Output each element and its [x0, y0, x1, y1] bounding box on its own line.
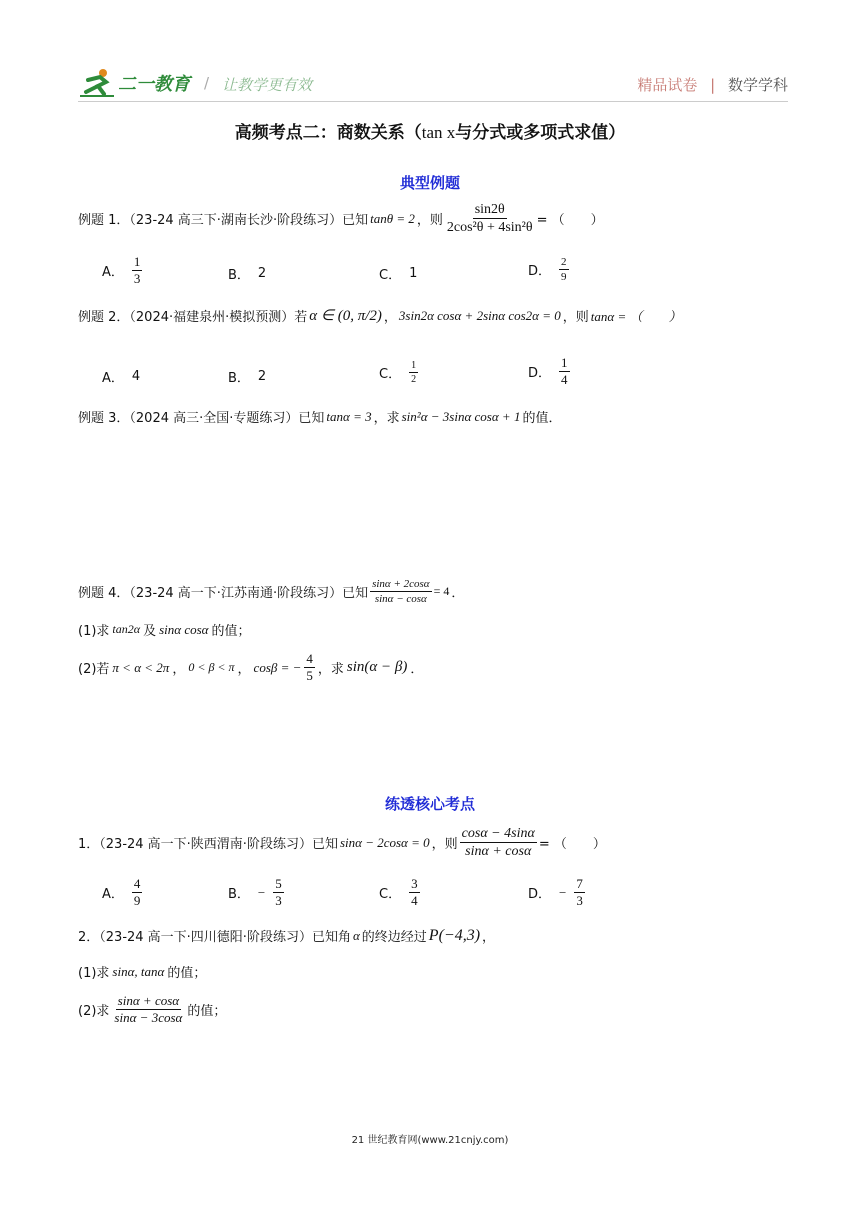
example-4-part-2: (2)若 π < α < 2π ， 0 < β < π ， cosβ = − $\frac{4}{5}$ ，求 sin(α − β) ．	[78, 651, 424, 684]
badge-separator: |	[710, 76, 716, 94]
example-1: 例题 1．（23-24 高三下·湖南长沙·阶段练习）已知 tanθ = 2 ，则 $\frac{\sin 2\theta}{\text{2cos²θ + 4sin²θ}}$ = （ ）	[78, 202, 604, 236]
example-3: 例题 3．（2024 高三·全国·专题练习）已知 tanα = 3 ，求 sin²α − 3sinα cosα + 1 的值．	[78, 408, 562, 426]
footer: 21 世纪教育网(www.21cnjy.com)	[351, 1135, 509, 1146]
example-4: 例题 4．（23-24 高一下·江苏南通·阶段练习）已知 $\frac{\sin\alpha + 2\cos\alpha}{\sin\alpha - \cos\alpha}$ = 4 ．	[78, 578, 465, 606]
header-rule	[78, 101, 788, 102]
p1-option-b: B． − $\frac{5}{3}$	[228, 876, 282, 909]
practice-2: 2．（23-24 高一下·四川德阳·阶段练习）已知角 α 的终边经过 P(−4,3) ，	[78, 926, 496, 945]
slogan: 让教学更有效	[222, 76, 313, 94]
logo-text: 二一教育	[118, 74, 190, 95]
ex2-option-d: D． $\frac{1}{4}$	[528, 355, 568, 388]
ex1-option-b: B． 2	[228, 266, 267, 283]
example-2: 例题 2．（2024·福建泉州·模拟预测）若 α ∈ (0, π/2) ， 3sin2α cosα + 2sinα cos2α = 0 ，则 tanα = （ ）	[78, 307, 682, 325]
runner-logo-icon	[78, 68, 118, 98]
section-title-examples: 典型例题	[399, 174, 460, 192]
section-title-practice: 练透核心考点	[384, 795, 475, 813]
ex2-option-c: C． $\frac{1}{2}$	[379, 360, 417, 385]
practice-2-part-2: (2)求 $\frac{\sin\alpha + \cos\alpha}{\sin\alpha - 3\cos\alpha}$ 的值；	[78, 993, 227, 1026]
badge-right: 数学学科	[727, 76, 788, 94]
p1-option-c: C． $\frac{3}{4}$	[379, 876, 418, 909]
header	[78, 66, 788, 100]
ex2-option-a: A． 4	[102, 369, 141, 386]
ex1-option-a: A． $\frac{1}{3}$	[102, 254, 141, 287]
p1-option-d: D． − $\frac{7}{3}$	[528, 876, 583, 909]
badge-left: 精品试卷	[637, 76, 698, 94]
ex1-option-d: D． $\frac{2}{9}$	[528, 256, 567, 284]
example-4-part-1: (1)求 tan2α 及 sinα cosα 的值；	[78, 621, 251, 639]
ex1-option-c: C． 1	[379, 266, 418, 283]
page-title: 高频考点二：商数关系（tan x与分式或多项式求值）	[234, 123, 626, 143]
practice-2-part-1: (1)求 sinα, tanα 的值；	[78, 963, 207, 981]
p1-option-a: A． $\frac{4}{9}$	[102, 876, 141, 909]
practice-1: 1．（23-24 高一下·陕西渭南·阶段练习）已知 sinα − 2cosα = 0 ，则 $\frac{\cos\alpha - 4\sin\alpha}{\sin\alpha + \cos\alpha}$ = （ ）	[78, 826, 606, 860]
header-slash: /	[204, 74, 210, 92]
ex2-option-b: B． 2	[228, 369, 267, 386]
